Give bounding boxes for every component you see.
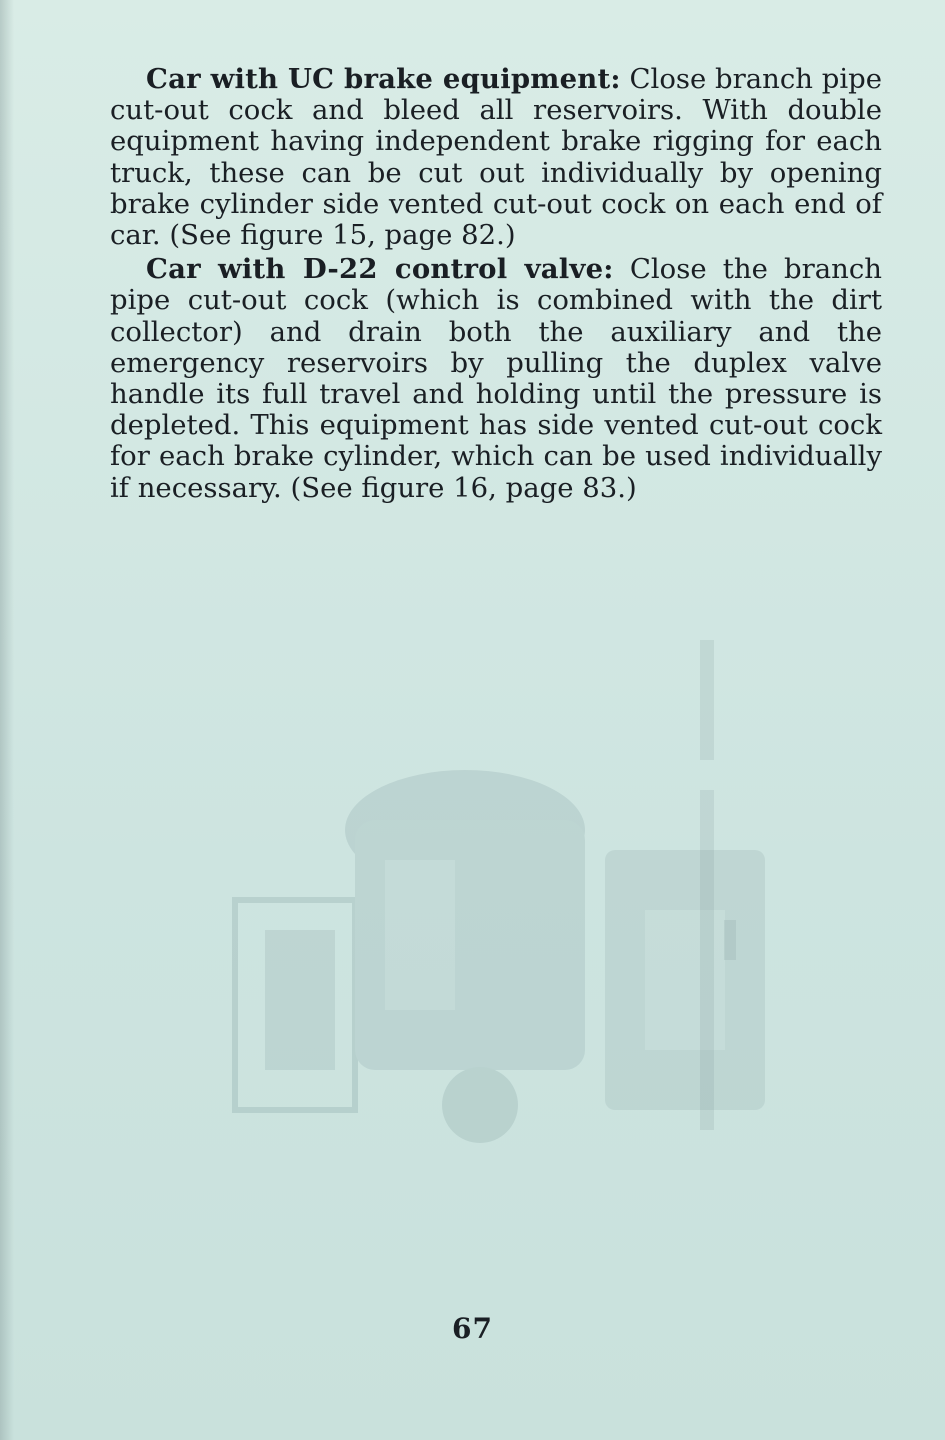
paragraph-text: Close branch pipe cut-out cock and bleed all reservoirs. With double equipment having independent brake rigging for each truck, these can be cut out individually by opening brake cylinder side vented cut-out cock on each end of car. (See figure 15, page 82.) [110,63,883,252]
paragraph-heading: Car with D-22 control valve: [146,253,614,286]
paragraph-d22-valve [110,254,882,504]
page-number: 67 [452,1312,493,1345]
paragraph-text: Close the branch pipe cut-out cock (which is combined with the dirt collector) and drain both the auxiliary and the emergency reservoirs by pulling the duplex valve handle its full travel and holding until the pressure is depleted. This equipment has side vented cut-out cock for each brake cylinder, which can be used individually if necessary. (See figure 16, page 83.) [110,253,882,504]
body-text [110,64,882,507]
paragraph-heading: Car with UC brake equipment: [146,63,621,95]
paragraph-uc-brake [110,64,882,251]
show-through-caption [690,620,750,1140]
